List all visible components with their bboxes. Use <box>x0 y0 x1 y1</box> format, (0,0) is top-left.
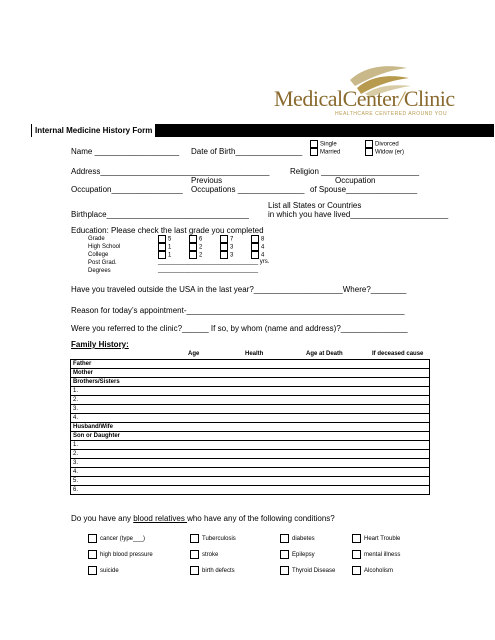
checkbox-icon[interactable] <box>251 251 259 259</box>
occupation-field[interactable]: Occupation________________ <box>71 185 183 194</box>
table-row <box>71 477 430 486</box>
condition-option[interactable] <box>88 566 119 575</box>
college-3[interactable]: 3 <box>220 251 251 259</box>
checkbox-icon[interactable] <box>190 534 199 543</box>
family-row-label: 1. <box>71 441 430 450</box>
checkbox-icon[interactable] <box>88 550 97 559</box>
condition-option[interactable] <box>280 566 335 575</box>
hs-2[interactable]: 2 <box>189 243 220 251</box>
condition-label: suicide <box>100 568 119 575</box>
checkbox-icon[interactable] <box>251 235 259 243</box>
table-row <box>71 432 430 441</box>
family-row-label: 4. <box>71 414 430 423</box>
degrees-field[interactable]: ______________________________ <box>158 267 259 273</box>
checkbox-icon[interactable] <box>365 148 373 156</box>
checkbox-icon[interactable] <box>365 140 373 148</box>
condition-label: Thyroid Disease <box>292 568 336 575</box>
condition-label: Epilepsy <box>292 552 315 559</box>
checkbox-icon[interactable] <box>190 550 199 559</box>
condition-label: Heart Trouble <box>364 536 401 543</box>
checkbox-icon[interactable] <box>352 566 361 575</box>
col-health: Health <box>245 351 264 357</box>
address-field[interactable]: Address______________________________________ <box>71 167 270 176</box>
table-row <box>71 378 430 387</box>
grade-7[interactable]: 7 <box>220 235 251 243</box>
table-row <box>71 405 430 414</box>
condition-option[interactable] <box>352 550 400 559</box>
grade-8[interactable]: 8 <box>251 235 282 243</box>
high-school-options <box>158 243 282 251</box>
grade-options <box>158 235 282 243</box>
college-options <box>158 251 282 259</box>
dob-field[interactable]: Date of Birth_______________ <box>191 147 303 156</box>
checkbox-icon[interactable] <box>352 534 361 543</box>
family-row-label: 3. <box>71 405 430 414</box>
table-row <box>71 387 430 396</box>
checkbox-icon[interactable] <box>280 566 289 575</box>
marital-married[interactable]: Married <box>310 148 340 156</box>
list-states-label: List all States or Countries <box>268 201 362 210</box>
family-row-label: Father <box>71 360 430 369</box>
condition-option[interactable] <box>352 534 400 543</box>
family-row-label: 2. <box>71 450 430 459</box>
condition-label: diabetes <box>292 536 315 543</box>
college-2[interactable]: 2 <box>189 251 220 259</box>
checkbox-icon[interactable] <box>310 148 318 156</box>
checkbox-icon[interactable] <box>189 251 197 259</box>
table-row <box>71 441 430 450</box>
hs-4[interactable]: 4 <box>251 243 282 251</box>
table-row <box>71 369 430 378</box>
condition-option[interactable] <box>88 534 145 543</box>
family-row-label: 4. <box>71 468 430 477</box>
family-table <box>70 359 430 495</box>
family-row-label: 1. <box>71 387 430 396</box>
condition-label: stroke <box>202 552 219 559</box>
table-row <box>71 414 430 423</box>
table-row <box>71 396 430 405</box>
high-school-label: High School <box>88 244 121 250</box>
checkbox-icon[interactable] <box>251 243 259 251</box>
marital-single[interactable]: Single <box>310 140 337 148</box>
checkbox-icon[interactable] <box>158 235 166 243</box>
logo-name-2: Clinic <box>403 86 455 111</box>
table-row <box>71 486 430 495</box>
college-4[interactable]: 4 <box>251 251 282 259</box>
reason-question[interactable]: Reason for today’s appointment-_________________________________________________ <box>71 306 405 315</box>
grade-6[interactable]: 6 <box>189 235 220 243</box>
family-row-label: Brothers/Sisters <box>71 378 430 387</box>
occupation-spouse-label: Occupation <box>335 176 376 185</box>
checkbox-icon[interactable] <box>220 243 228 251</box>
checkbox-icon[interactable] <box>158 243 166 251</box>
checkbox-icon[interactable] <box>189 243 197 251</box>
condition-option[interactable] <box>190 550 218 559</box>
traveled-question[interactable]: Have you traveled outside the USA in the last year?____________________Where?________ <box>71 285 407 294</box>
grade-5[interactable]: 5 <box>158 235 189 243</box>
checkbox-icon[interactable] <box>88 566 97 575</box>
col-cause: If deceased cause <box>372 351 424 357</box>
table-row <box>71 459 430 468</box>
family-row-label: 3. <box>71 459 430 468</box>
checkbox-icon[interactable] <box>190 566 199 575</box>
education-label: Education: Please check the last grade you completed <box>71 226 264 235</box>
referred-question[interactable]: Were you referred to the clinic?______ If so, by whom (name and address)?_______________ <box>71 324 408 333</box>
condition-label: cancer (type___) <box>100 536 146 543</box>
condition-option[interactable] <box>280 534 315 543</box>
checkbox-icon[interactable] <box>220 235 228 243</box>
family-row-label: 2. <box>71 396 430 405</box>
conditions-question: Do you have any blood relatives who have any of the following conditions? <box>71 514 335 523</box>
checkbox-icon[interactable] <box>189 235 197 243</box>
marital-divorced[interactable]: Divorced <box>365 140 399 148</box>
condition-option[interactable] <box>190 566 235 575</box>
birthplace-field[interactable]: Birthplace________________________________ <box>71 210 249 219</box>
marital-widow[interactable]: Widow (er) <box>365 148 404 156</box>
condition-label: high blood pressure <box>100 552 153 559</box>
previous-occupations-field[interactable]: Occupations _______________ <box>191 185 305 194</box>
lived-field[interactable]: in which you have lived______________________ <box>268 210 449 219</box>
checkbox-icon[interactable] <box>220 251 228 259</box>
condition-option[interactable] <box>352 566 393 575</box>
spouse-occupation-field[interactable]: of Spouse________________ <box>310 185 418 194</box>
table-row <box>71 360 430 369</box>
form-title: Internal Medicine History Form <box>31 124 155 137</box>
checkbox-icon[interactable] <box>88 534 97 543</box>
checkbox-icon[interactable] <box>158 251 166 259</box>
college-1[interactable]: 1 <box>158 251 189 259</box>
logo-tagline: HEALTHCARE CENTERED AROUND YOU <box>335 111 448 117</box>
hs-1[interactable]: 1 <box>158 243 189 251</box>
previous-label: Previous <box>191 176 223 185</box>
table-row <box>71 423 430 432</box>
family-row-label: 6. <box>71 486 430 495</box>
condition-label: mental illness <box>364 552 401 559</box>
family-row-label: Son or Daughter <box>71 432 430 441</box>
college-label: College <box>88 252 109 258</box>
name-field[interactable]: Name ___________________ <box>71 147 180 156</box>
condition-option[interactable] <box>190 534 236 543</box>
condition-option[interactable] <box>88 550 153 559</box>
family-row-label: 5. <box>71 477 430 486</box>
table-row <box>71 450 430 459</box>
col-age-at-death: Age at Death <box>306 351 343 357</box>
table-row <box>71 468 430 477</box>
degrees-label: Degrees <box>88 268 111 274</box>
family-row-label: Mother <box>71 369 430 378</box>
hs-3[interactable]: 3 <box>220 243 251 251</box>
post-grad-label: Post Grad. <box>88 260 117 266</box>
checkbox-icon[interactable] <box>280 534 289 543</box>
family-row-label: Husband/Wife <box>71 423 430 432</box>
col-age: Age <box>188 351 200 357</box>
condition-option[interactable] <box>280 550 315 559</box>
checkbox-icon[interactable] <box>352 550 361 559</box>
post-grad-field[interactable]: ______________________________ yrs. <box>158 259 270 265</box>
checkbox-icon[interactable] <box>310 140 318 148</box>
grade-label: Grade <box>88 236 105 242</box>
checkbox-icon[interactable] <box>280 550 289 559</box>
condition-label: birth defects <box>202 568 235 575</box>
title-bar <box>31 124 494 137</box>
logo-name: MedicalCenter <box>274 86 399 111</box>
religion-field[interactable]: Religion ______________________ <box>290 167 420 176</box>
family-history-title: Family History: <box>71 340 129 349</box>
condition-label: Alcoholism <box>364 568 394 575</box>
condition-label: Tuberculosis <box>202 536 236 543</box>
